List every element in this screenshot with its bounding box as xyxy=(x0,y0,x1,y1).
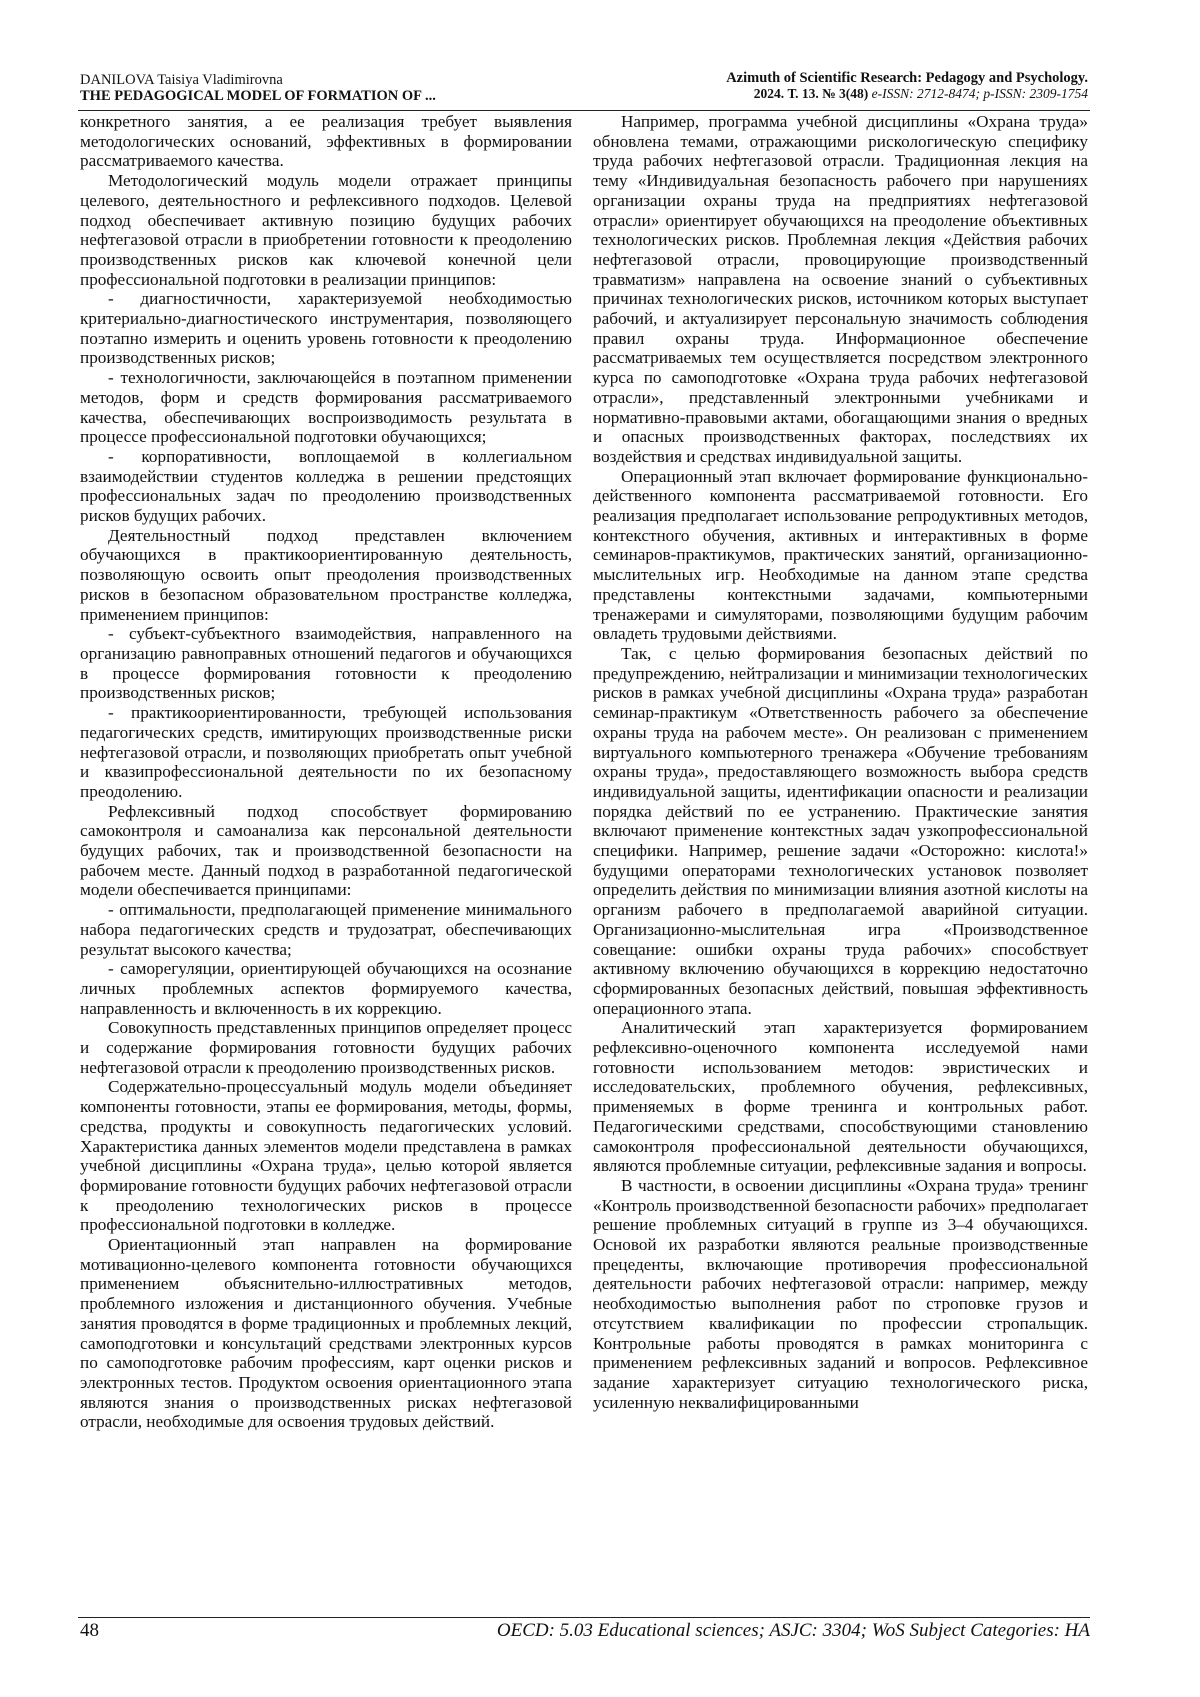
issn-numbers: e-ISSN: 2712-8474; p-ISSN: 2309-1754 xyxy=(871,86,1088,101)
footer-divider xyxy=(78,1617,1090,1618)
volume-issue: 2024. Т. 13. № 3(48) xyxy=(753,86,869,101)
list-item: - оптимальности, предполагающей применение минимального набора педагогических средств и трудозатрат, обеспечивающих результат высокого качества; xyxy=(80,900,572,959)
paragraph: Совокупность представленных принципов определяет процесс и содержание формирования готовности будущих рабочих нефтегазовой отрасли к преодолению производственных рисков. xyxy=(80,1018,572,1077)
paragraph: Методологический модуль модели отражает принципы целевого, деятельностного и рефлексивного подходов. Целевой подход обеспечивает активную позицию будущих рабочих нефтегазовой отрасли в приобретении готовности к преодолению производственных рисков как ключевой конечной цели профессиональной подготовки в реализации принципов: xyxy=(80,171,572,289)
list-item: - практикоориентированности, требующей использования педагогических средств, имитирующих производственные риски нефтегазовой отрасли, и позволяющих приобретать опыт учебной и квазипрофессиональной деятельности по их безопасному преодолению. xyxy=(80,703,572,801)
list-item: - технологичности, заключающейся в поэтапном применении методов, форм и средств формирования рассматриваемого качества, обеспечивающих воспроизводимость результата в процессе профессиональной подготовки обучающихся; xyxy=(80,368,572,447)
paragraph: Аналитический этап характеризуется формированием рефлексивно-оценочного компонента исследуемой нами готовности использованием методов: эвристических и исследовательских, проблемного обучения, рефлексивных, применяемых в форме тренинга и контрольных работ. Педагогическими средствами, способствующими становлению самоконтроля профессиональной деятельности обучающихся, являются проблемные ситуации, рефлексивные задания и вопросы. xyxy=(593,1018,1088,1176)
paragraph: Например, программа учебной дисциплины «Охрана труда» обновлена темами, отражающими рискологическую специфику труда рабочих нефтегазовой отрасли. Традиционная лекция на тему «Индивидуальная безопасность рабочего при нарушениях организации охраны труда на предприятиях нефтегазовой отрасли» ориентирует обучающихся на преодоление объективных технологических рисков. Проблемная лекция «Действия рабочих нефтегазовой отрасли, провоцирующие производственный травматизм» направлена на освоение знаний о субъективных причинах технологических рисков, источником которых выступает рабочий, и актуализирует персональную значимость соблюдения правил охраны труда. Информационное обеспечение рассматриваемых тем осуществляется посредством электронного курса по самоподготовке «Охрана труда рабочих нефтегазовой отрасли», представленный электронными учебниками и нормативно-правовыми актами, обогащающими знания о вредных и опасных производственных факторах, последствиях их воздействия и средствах индивидуальной защиты. xyxy=(593,112,1088,466)
list-item: - диагностичности, характеризуемой необходимостью критериально-диагностического инструментария, позволяющего поэтапно измерить и оценить уровень готовности к преодолению производственных рисков; xyxy=(80,289,572,368)
paragraph: Деятельностный подход представлен включением обучающихся в практикоориентированную деятельность, позволяющую освоить опыт преодоления производственных рисков в безопасном образовательном пространстве колледжа, применением принципов: xyxy=(80,525,572,624)
subject-indexing: OECD: 5.03 Educational sciences; ASJC: 3304; WoS Subject Categories: HA xyxy=(496,1620,1090,1641)
paragraph: Содержательно-процессуальный модуль модели объединяет компоненты готовности, этапы ее формирования, методы, формы, средства, продукты и совокупность педагогических условий. Характеристика данных элементов модели представлена в рамках учебной дисциплины «Охрана труда», целью которой является формирование готовности будущих рабочих нефтегазовой отрасли к преодолению технологических рисков в процессе профессиональной подготовки в колледже. xyxy=(80,1077,572,1235)
volume-issn xyxy=(528,86,1088,102)
journal-title: Azimuth of Scientific Research: Pedagogy and Psychology. xyxy=(726,70,1088,86)
paragraph: Операционный этап включает формирование функционально-действенного компонента рассматриваемой готовности. Его реализация предполагает использование репродуктивных методов, контекстного обучения, активных и интерактивных в форме семинаров-практикумов, практических занятий, организационно-мыслительных игр. Необходимые на данном этапе средства представлены контекстными задачами, компьютерными тренажерами и симуляторами, позволяющими будущим рабочим овладеть трудовыми действиями. xyxy=(593,466,1088,644)
page-number: 48 xyxy=(80,1620,99,1641)
paragraph: Рефлексивный подход способствует формированию самоконтроля и самоанализа как персональной деятельности будущих рабочих, так и производственной безопасности на рабочем месте. Данный подход в разработанной педагогической модели обеспечивается принципами: xyxy=(80,801,572,900)
article-title: THE PEDAGOGICAL MODEL OF FORMATION OF ... xyxy=(80,88,436,104)
list-item: - субъект-субъектного взаимодействия, направленного на организацию равноправных отношений педагогов и обучающихся в процессе формирования готовности к преодолению производственных рисков; xyxy=(80,624,572,703)
running-header-right xyxy=(528,70,1088,102)
paragraph: В частности, в освоении дисциплины «Охрана труда» тренинг «Контроль производственной безопасности рабочих» предполагает решение проблемных ситуаций в группе из 3–4 обучающихся. Основой их разработки являются реальные производственные прецеденты, включающие противоречия профессиональной деятельности рабочих нефтегазовой отрасли: например, между необходимостью выполнения работ по строповке грузов и отсутствием квалификации по профессии стропальщик. Контрольные работы проводятся в рамках мониторинга с применением рефлексивных заданий и вопросов. Рефлексивное задание характеризует ситуацию технологического риска, усиленную неквалифицированными xyxy=(593,1175,1088,1412)
list-item: - корпоративности, воплощаемой в коллегиальном взаимодействии студентов колледжа в решении предстоящих профессиональных задач по преодолению производственных рисков будущих рабочих. xyxy=(80,446,572,526)
author-name: DANILOVA Taisiya Vladimirovna xyxy=(80,72,283,88)
header-divider xyxy=(78,110,1090,111)
right-column xyxy=(593,112,1088,1614)
paragraph: Ориентационный этап направлен на формирование мотивационно-целевого компонента готовности обучающихся применением объяснительно-иллюстративных методов, проблемного изложения и дистанционного обучения. Учебные занятия проводятся в форме традиционных и проблемных лекций, самоподготовки и консультаций средствами электронных курсов по самоподготовке рабочим профессиям, карт оценки рисков и электронных тестов. Продуктом освоения ориентационного этапа являются знания о производственных рисках нефтегазовой отрасли, необходимые для освоения трудовых действий. xyxy=(80,1235,572,1432)
list-item: - саморегуляции, ориентирующей обучающихся на осознание личных проблемных аспектов формируемого качества, направленность и включенность в их коррекцию. xyxy=(80,959,572,1018)
left-column xyxy=(80,112,572,1614)
running-header-left xyxy=(80,72,580,104)
paragraph: Так, с целью формирования безопасных действий по предупреждению, нейтрализации и минимизации технологических рисков в рамках учебной дисциплины «Охрана труда» разработан семинар-практикум «Ответственность рабочего за обеспечение охраны труда на рабочем месте». Он реализован с применением виртуального компьютерного тренажера «Обучение требованиям охраны труда», предоставляющего возможность выбора средств индивидуальной защиты, идентификации опасности и реализации порядка действий по ее устранению. Практические занятия включают применение контекстных задач узкопрофессиональной специфики. Например, решение задачи «Осторожно: кислота!» будущими операторами технологических установок позволяет определить действия по минимизации влияния азотной кислоты на организм рабочего в предполагаемой аварийной ситуации. Организационно-мыслительная игра «Производственное совещание: ошибки охраны труда рабочих» способствует активному включению обучающихся в коррекцию недостаточно сформированных безопасных действий, повышая эффективность операционного этапа. xyxy=(593,643,1088,1018)
paragraph: конкретного занятия, а ее реализация требует выявления методологических оснований, эффективных в формировании рассматриваемого качества. xyxy=(80,112,572,171)
